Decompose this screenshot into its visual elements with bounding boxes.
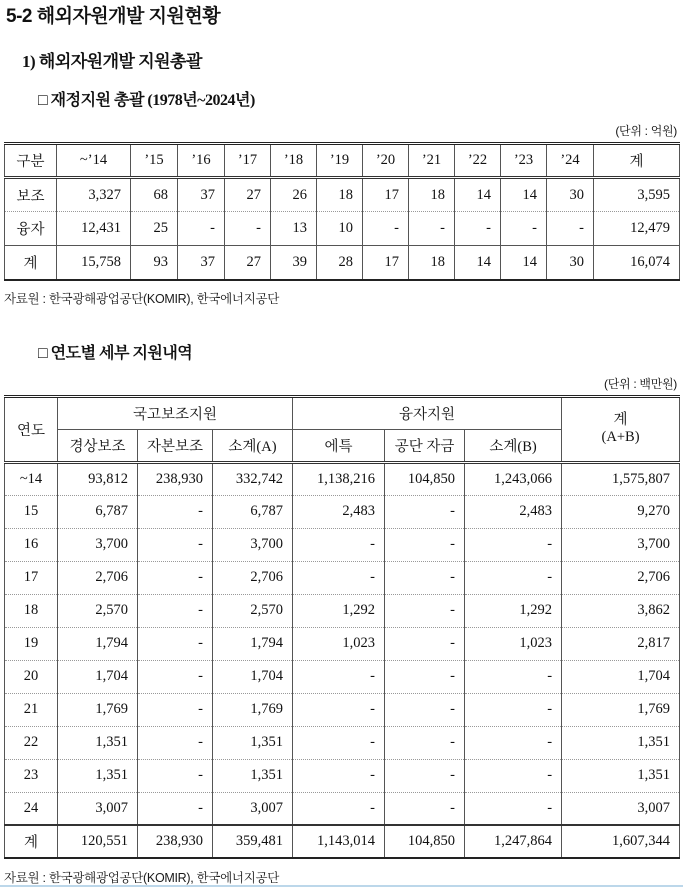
sub-heading-financial-support: □ 재정지원 총괄 (1978년~2024년)	[38, 92, 255, 109]
table1-col-header: ’19	[317, 144, 363, 178]
table2-row	[5, 561, 680, 594]
table2-cell: 6,787	[58, 495, 138, 528]
table2-cell: 1,769	[213, 693, 293, 726]
table2-cell: 104,850	[385, 462, 465, 495]
table1-cell: 37	[178, 246, 225, 280]
table1-cell: 39	[271, 246, 317, 280]
table2-cell: -	[138, 693, 213, 726]
table1-cell: 68	[131, 178, 178, 212]
table2-cell: 1,794	[58, 627, 138, 660]
table2-body	[5, 462, 680, 858]
table2-cell: 1,704	[58, 660, 138, 693]
section-heading-support-overview: 1) 해외자원개발 지원총괄	[22, 52, 202, 71]
table2-cell: -	[385, 495, 465, 528]
table2-cell: 1,794	[213, 627, 293, 660]
table2-cell: 2,570	[58, 594, 138, 627]
table2-row	[5, 825, 680, 858]
table2-year-header: 연도	[5, 396, 58, 462]
table2-cell: -	[385, 594, 465, 627]
table2-cell: 1,351	[562, 759, 680, 792]
table1-row	[5, 178, 680, 212]
table1-cell: 27	[225, 178, 271, 212]
table1-cell: -	[547, 212, 594, 246]
table2-sub-header: 자본보조	[138, 429, 213, 462]
table2-cell: -	[385, 792, 465, 825]
table1-col-header: ’16	[178, 144, 225, 178]
table1-cell: -	[363, 212, 409, 246]
table1-cell: 93	[131, 246, 178, 280]
table1-body	[5, 178, 680, 280]
table1-cell: 17	[363, 246, 409, 280]
table1-col-header: ’17	[225, 144, 271, 178]
table2-sub-header: 경상보조	[58, 429, 138, 462]
table1-cell: 30	[547, 178, 594, 212]
table1-cell: 15,758	[57, 246, 131, 280]
table2-cell: 2,706	[562, 561, 680, 594]
table2-row-label: 23	[5, 759, 58, 792]
table2-row	[5, 462, 680, 495]
table2-group1-header: 국고보조지원	[58, 396, 293, 429]
table2-cell: 2,483	[465, 495, 562, 528]
table2-row-label: 계	[5, 825, 58, 858]
table2-cell: 1,351	[213, 726, 293, 759]
table2-cell: 1,769	[562, 693, 680, 726]
table2-row	[5, 627, 680, 660]
table2-cell: 2,570	[213, 594, 293, 627]
table2-cell: -	[138, 495, 213, 528]
table2-cell: -	[465, 660, 562, 693]
table1-cell: 25	[131, 212, 178, 246]
table1-row-label: 융자	[5, 212, 57, 246]
table1-cell: 14	[501, 246, 547, 280]
table1-cell: 10	[317, 212, 363, 246]
table1-cell: 13	[271, 212, 317, 246]
table2-cell: -	[293, 561, 385, 594]
table2-cell: -	[385, 561, 465, 594]
table1-col-header: 구분	[5, 144, 57, 178]
table2-cell: -	[385, 726, 465, 759]
table1-cell: 18	[317, 178, 363, 212]
table2-cell: 2,706	[213, 561, 293, 594]
table2-row-label: 19	[5, 627, 58, 660]
table2-row-label: 22	[5, 726, 58, 759]
table2-cell: -	[385, 759, 465, 792]
table2-row	[5, 660, 680, 693]
table2-cell: 1,351	[58, 726, 138, 759]
table2-cell: 2,706	[58, 561, 138, 594]
table2-cell: 3,862	[562, 594, 680, 627]
table2-cell: 359,481	[213, 825, 293, 858]
table1-cell: 30	[547, 246, 594, 280]
table2-row	[5, 726, 680, 759]
table2-group-header-row	[5, 396, 680, 429]
table2-row-label: 24	[5, 792, 58, 825]
table2-cell: 1,243,066	[465, 462, 562, 495]
table2-cell: 238,930	[138, 462, 213, 495]
table1-col-header: ’21	[409, 144, 455, 178]
table2-cell: -	[138, 660, 213, 693]
source-note-table1: 자료원 : 한국광해광업공단(KOMIR), 한국에너지공단	[4, 291, 280, 306]
table2-cell: -	[293, 759, 385, 792]
table2-cell: -	[138, 759, 213, 792]
table2-cell: 1,769	[58, 693, 138, 726]
table2-total-header	[562, 396, 680, 462]
source-note-table2: 자료원 : 한국광해광업공단(KOMIR), 한국에너지공단	[4, 871, 280, 885]
table1-row-label: 계	[5, 246, 57, 280]
table1-cell: -	[178, 212, 225, 246]
table1-col-header: ’18	[271, 144, 317, 178]
table2-cell: -	[385, 660, 465, 693]
table1-cell: 18	[409, 178, 455, 212]
table2-cell: 1,575,807	[562, 462, 680, 495]
table2-row-label: 16	[5, 528, 58, 561]
table1-col-header: ~’14	[57, 144, 131, 178]
table1-row-label: 보조	[5, 178, 57, 212]
unit-label-table1: (단위 : 억원)	[615, 124, 677, 138]
table1-col-header: ’23	[501, 144, 547, 178]
table2-cell: -	[293, 660, 385, 693]
table2-cell: -	[465, 528, 562, 561]
table2-cell: 1,292	[293, 594, 385, 627]
table2-row	[5, 693, 680, 726]
table2-cell: -	[385, 528, 465, 561]
table2-cell: 3,700	[213, 528, 293, 561]
table2-row	[5, 528, 680, 561]
table2-cell: -	[138, 594, 213, 627]
table2-sub-header: 소계(A)	[213, 429, 293, 462]
table1-cell: 27	[225, 246, 271, 280]
table2-cell: -	[465, 693, 562, 726]
table2-cell: -	[138, 561, 213, 594]
table2-cell: 1,023	[293, 627, 385, 660]
table1-cell: 14	[455, 178, 501, 212]
table2-total-header-line1: 계	[613, 412, 628, 429]
table1-cell: 16,074	[594, 246, 680, 280]
table2-cell: -	[385, 693, 465, 726]
table1-cell: 14	[455, 246, 501, 280]
table2-cell: -	[138, 627, 213, 660]
table2-cell: -	[465, 792, 562, 825]
table2-header	[5, 396, 680, 462]
table1-cell: 12,479	[594, 212, 680, 246]
table1-cell: -	[455, 212, 501, 246]
table2-cell: -	[293, 693, 385, 726]
table2-row-label: 15	[5, 495, 58, 528]
table1-cell: 3,327	[57, 178, 131, 212]
table1-cell: 37	[178, 178, 225, 212]
table2-cell: 3,700	[58, 528, 138, 561]
table1-cell: 14	[501, 178, 547, 212]
table2-cell: 1,292	[465, 594, 562, 627]
table2-cell: 9,270	[562, 495, 680, 528]
table2-group2-header: 융자지원	[293, 396, 562, 429]
table1-cell: -	[501, 212, 547, 246]
table1-col-header: 계	[594, 144, 680, 178]
table1-cell: 17	[363, 178, 409, 212]
unit-label-table2: (단위 : 백만원)	[604, 376, 677, 391]
table2-cell: 2,483	[293, 495, 385, 528]
table1-cell: 28	[317, 246, 363, 280]
table2-cell: -	[138, 528, 213, 561]
table1-row	[5, 212, 680, 246]
table2-cell: 1,351	[562, 726, 680, 759]
table2-cell: -	[385, 627, 465, 660]
table1-header-row	[5, 144, 680, 178]
table2-cell: 6,787	[213, 495, 293, 528]
table2-row-label: 21	[5, 693, 58, 726]
table2-cell: 1,247,864	[465, 825, 562, 858]
table1-col-header: ’15	[131, 144, 178, 178]
table2-cell: 1,607,344	[562, 825, 680, 858]
yearly-detail-table	[4, 395, 680, 860]
table2-row-label: 20	[5, 660, 58, 693]
table2-cell: 238,930	[138, 825, 213, 858]
table1-row	[5, 246, 680, 280]
table2-row-label: 17	[5, 561, 58, 594]
table2-cell: -	[138, 726, 213, 759]
table2-cell: 1,138,216	[293, 462, 385, 495]
table2-row-label: ~14	[5, 462, 58, 495]
table2-sub-header: 에특	[293, 429, 385, 462]
table1-header	[5, 144, 680, 178]
table2-row	[5, 495, 680, 528]
table2-row	[5, 594, 680, 627]
table2-cell: 1,704	[213, 660, 293, 693]
table2-cell: 3,700	[562, 528, 680, 561]
table2-cell: 1,351	[213, 759, 293, 792]
table2-cell: 3,007	[562, 792, 680, 825]
page-title: 5-2 해외자원개발 지원현황	[6, 6, 221, 27]
table2-cell: 3,007	[58, 792, 138, 825]
table2-cell: 332,742	[213, 462, 293, 495]
table2-sub-header: 소계(B)	[465, 429, 562, 462]
table2-cell: 1,143,014	[293, 825, 385, 858]
table1-col-header: ’20	[363, 144, 409, 178]
table2-cell: -	[138, 792, 213, 825]
table2-cell: 120,551	[58, 825, 138, 858]
table2-sub-header: 공단 자금	[385, 429, 465, 462]
table2-cell: -	[465, 561, 562, 594]
table2-row	[5, 792, 680, 825]
table1-cell: 26	[271, 178, 317, 212]
table1-cell: 12,431	[57, 212, 131, 246]
table2-cell: -	[465, 759, 562, 792]
table2-row	[5, 759, 680, 792]
table1-col-header: ’22	[455, 144, 501, 178]
table2-cell: 93,812	[58, 462, 138, 495]
table2-row-label: 18	[5, 594, 58, 627]
table1-cell: 18	[409, 246, 455, 280]
financial-support-summary-table	[4, 142, 680, 281]
table2-total-header-line2: (A+B)	[601, 429, 640, 445]
sub-heading-yearly-detail: □ 연도별 세부 지원내역	[38, 344, 193, 362]
table2-cell: 1,704	[562, 660, 680, 693]
table2-cell: -	[293, 528, 385, 561]
table2-cell: 1,023	[465, 627, 562, 660]
table1-col-header: ’24	[547, 144, 594, 178]
table2-cell: 2,817	[562, 627, 680, 660]
table2-cell: 3,007	[213, 792, 293, 825]
table2-cell: -	[293, 726, 385, 759]
table2-cell: 104,850	[385, 825, 465, 858]
table1-cell: -	[225, 212, 271, 246]
table2-cell: -	[293, 792, 385, 825]
table2-cell: 1,351	[58, 759, 138, 792]
table1-cell: 3,595	[594, 178, 680, 212]
table1-cell: -	[409, 212, 455, 246]
table2-cell: -	[465, 726, 562, 759]
